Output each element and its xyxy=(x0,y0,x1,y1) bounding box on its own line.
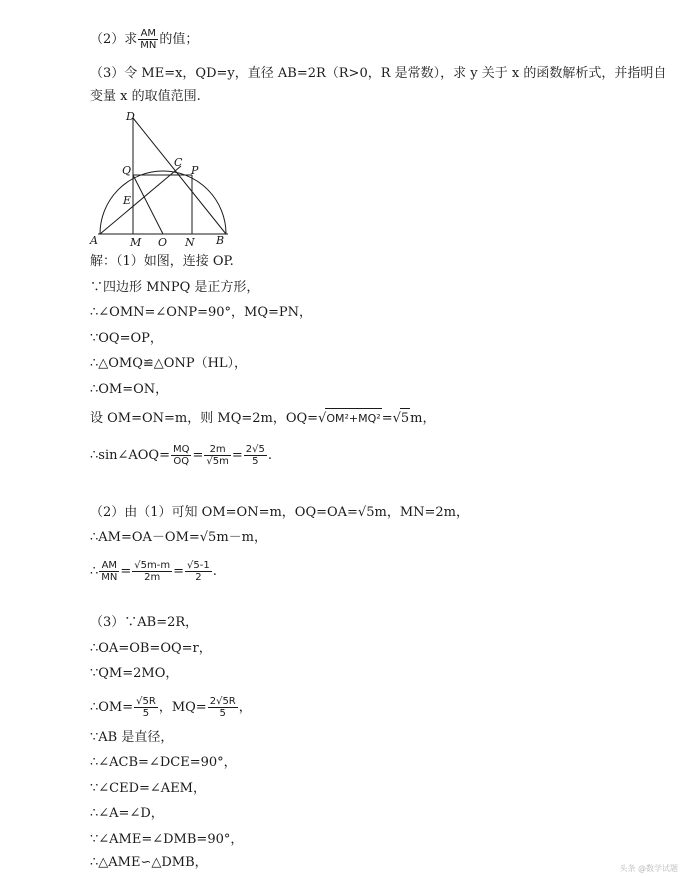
frac-mq-oq xyxy=(171,444,192,467)
sol2-l3-therefore: ∴ xyxy=(90,564,99,579)
frac-den: OQ xyxy=(173,456,190,467)
sol3-l4-text: ∴OM= xyxy=(90,700,134,715)
frac-den: 5 xyxy=(252,456,259,467)
frac-2root5r-5 xyxy=(208,696,238,719)
sol3-line2: ∴OA=OB=OQ=r， xyxy=(90,641,212,656)
sol2-line2: ∴AM=OA－OM=√5m－m， xyxy=(90,530,267,545)
q2-fraction xyxy=(138,28,158,51)
frac-root5r-5 xyxy=(134,696,158,719)
sol3-line4 xyxy=(90,696,252,719)
geometry-figure xyxy=(88,108,238,252)
sol1-l8-end: . xyxy=(267,448,273,463)
frac-num: √5-1 xyxy=(187,560,210,571)
label-p: P xyxy=(191,164,199,177)
label-m: M xyxy=(130,236,142,249)
frac-num: 2√5 xyxy=(245,444,265,455)
sol2-line1: （2）由（1）可知 OM=ON=m，OQ=OA=√5m，MN=2m， xyxy=(90,505,469,520)
sol3-line1: （3）∵AB=2R， xyxy=(90,615,199,630)
frac-num: AM xyxy=(99,560,119,572)
frac-am-mn xyxy=(99,560,119,583)
sol1-line6: ∴OM=ON， xyxy=(90,382,169,397)
sol1-l7-text: 设 OM=ON=m，则 MQ=2m，OQ= xyxy=(90,411,319,426)
question-3-line2: 变量 x 的取值范围. xyxy=(90,89,201,104)
sol1-l8-text: ∴sin∠AOQ= xyxy=(90,448,170,463)
q2-prefix: （2）求 xyxy=(90,32,138,47)
sol2-l3-end: . xyxy=(212,564,217,579)
label-o: O xyxy=(158,236,168,249)
sol1-l7-radicand: OM²+MQ² xyxy=(325,408,381,429)
segment-db xyxy=(133,118,226,234)
frac-2m-root5m xyxy=(204,444,230,467)
question-3-line1: （3）令 ME=x，QD=y，直径 AB=2R（R>0，R 是常数），求 y 关于 x 的函数解析式，并指明自 xyxy=(90,66,667,81)
sqrt-symbol: √ xyxy=(392,411,401,426)
frac-root5m-m-2m xyxy=(132,560,172,583)
sol3-l4-end: ， xyxy=(238,700,252,715)
label-e: E xyxy=(123,194,132,207)
sol1-line2: ∵四边形 MNPQ 是正方形， xyxy=(90,280,260,295)
sol3-line8: ∴∠A=∠D， xyxy=(90,806,164,821)
label-b: B xyxy=(216,234,225,247)
sol1-l7-eq: = xyxy=(381,411,393,426)
watermark-text: 头条 @数学试题 xyxy=(619,864,678,873)
sol1-line4: ∵OQ=OP， xyxy=(90,331,163,346)
frac-den: 5 xyxy=(142,708,150,719)
frac-2root5-5 xyxy=(244,444,267,467)
segment-ac xyxy=(100,166,181,234)
frac-num: √5R xyxy=(136,696,156,707)
sol1-line1: 解：（1）如图，连接 OP. xyxy=(90,254,234,269)
frac-den: √5m xyxy=(206,456,229,467)
sol3-line9: ∵∠AME=∠DMB=90°， xyxy=(90,832,244,847)
frac-num: MQ xyxy=(172,444,190,455)
sol1-line7 xyxy=(90,408,436,429)
label-n: N xyxy=(185,236,195,249)
label-c: C xyxy=(174,156,183,169)
semicircle-arc xyxy=(100,171,226,234)
label-q: Q xyxy=(122,164,132,177)
sqrt-symbol: √ xyxy=(318,411,327,426)
question-2 xyxy=(90,28,198,51)
frac-num: 2√5R xyxy=(209,696,236,707)
sol3-line7: ∵∠CED=∠AEM， xyxy=(90,781,206,796)
q2-denominator: MN xyxy=(140,40,157,51)
q2-suffix: 的值； xyxy=(159,32,199,47)
frac-den: 2 xyxy=(195,572,202,583)
sol3-line10: ∴△AME∽△DMB， xyxy=(90,855,208,870)
sol1-l7-root5: 5 xyxy=(400,408,410,429)
label-d: D xyxy=(126,110,135,123)
sol1-l7-end: m， xyxy=(410,411,436,426)
sol3-line6: ∴∠ACB=∠DCE=90°， xyxy=(90,755,237,770)
sol2-line3: ∴ $\frac{AM}{MN}$ = $\frac{√5m-m}{2m}$ = $\frac{√5-1}{2}$ . xyxy=(90,560,217,583)
frac-root5-1-2 xyxy=(185,560,212,583)
frac-den: 5 xyxy=(219,708,226,719)
sol3-line5: ∵AB 是直径， xyxy=(90,730,174,745)
q2-numerator: AM xyxy=(138,28,158,40)
sol1-line8: ∴sin∠AOQ= $\frac{MQ}{OQ}$ = $\frac{2m}{√5m}$ = $\frac{2√5}{5}$ . xyxy=(90,444,273,467)
frac-num: 2m xyxy=(204,444,230,456)
sol1-line5: ∴△OMQ≌△ONP（HL）， xyxy=(90,356,248,371)
sol3-l4-mid: ，MQ= xyxy=(158,700,207,715)
segment-oq xyxy=(133,175,163,234)
sol3-line3: ∵QM=2MO， xyxy=(90,666,179,681)
sol1-line3: ∴∠OMN=∠ONP=90°，MQ=PN， xyxy=(90,305,312,320)
frac-den: MN xyxy=(101,572,118,583)
frac-den: 2m xyxy=(144,572,161,583)
label-a: A xyxy=(90,234,98,247)
frac-num: √5m-m xyxy=(134,560,171,571)
